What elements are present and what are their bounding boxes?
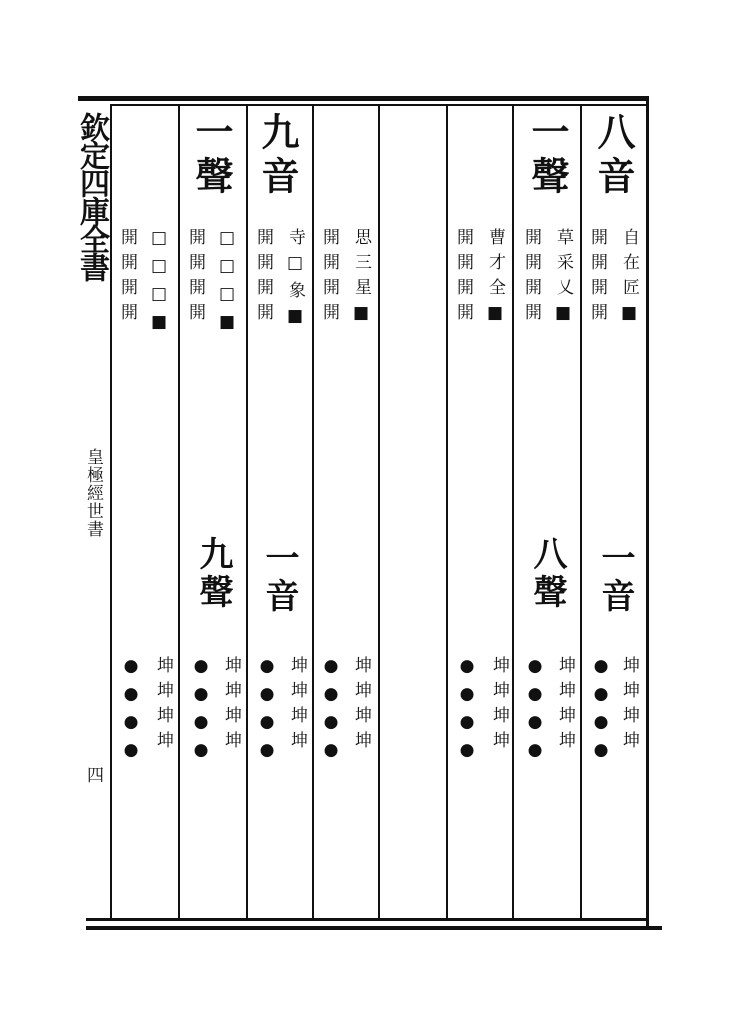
bottom-rule-outer [86, 926, 662, 930]
col1-dots: ●●●● [591, 656, 611, 768]
col2-upper-text: 草采乂■ [553, 228, 573, 331]
col1-upper-text: 自在匠■ [619, 228, 639, 331]
col5-dots: ●●●● [321, 656, 341, 768]
col1-upper-text2: 開開開開 [587, 228, 607, 328]
col8-upper-text: □□□■ [149, 228, 169, 340]
col7-upper-text: □□□■ [217, 228, 237, 340]
col7-lower-text: 坤坤坤坤 [221, 656, 241, 756]
col7-dots: ●●●● [191, 656, 211, 768]
divider [646, 96, 649, 926]
page-number: 四 [83, 766, 103, 784]
book-title: 欽定四庫全書 [74, 112, 109, 280]
col8-upper-text2: 開開開開 [117, 228, 137, 328]
col1-upper-heading: 八音 [591, 112, 636, 200]
divider [378, 104, 380, 920]
section-title: 皇極經世書 [83, 448, 103, 538]
divider [110, 104, 112, 920]
col2-upper-heading: 一聲 [525, 112, 570, 200]
divider [580, 104, 582, 920]
col6-upper-heading: 九音 [255, 112, 300, 200]
col3-lower-text: 坤坤坤坤 [489, 656, 509, 756]
col6-upper-text2: 開開開開 [253, 228, 273, 328]
col7-lower-heading: 九聲 [193, 536, 233, 612]
col5-upper-text: 思三星■ [351, 228, 371, 331]
col8-lower-text: 坤坤坤坤 [153, 656, 173, 756]
col6-lower-text: 坤坤坤坤 [287, 656, 307, 756]
col5-upper-text2: 開開開開 [319, 228, 339, 328]
divider [178, 104, 180, 920]
col7-upper-text2: 開開開開 [185, 228, 205, 328]
col5-lower-text: 坤坤坤坤 [351, 656, 371, 756]
divider [312, 104, 314, 920]
col6-dots: ●●●● [257, 656, 277, 768]
col3-dots: ●●●● [457, 656, 477, 768]
col2-dots: ●●●● [525, 656, 545, 768]
bottom-rule [86, 918, 646, 921]
divider [446, 104, 448, 920]
col2-upper-text2: 開開開開 [521, 228, 541, 328]
col2-lower-heading: 八聲 [527, 536, 567, 612]
col1-lower-text: 坤坤坤坤 [619, 656, 639, 756]
divider [512, 104, 514, 920]
col6-upper-text: 寺□象■ [285, 228, 305, 334]
top-rule [78, 96, 646, 101]
divider [246, 104, 248, 920]
col1-lower-heading: 一音 [595, 540, 635, 616]
col3-upper-text2: 開開開開 [453, 228, 473, 328]
col6-lower-heading: 一音 [259, 540, 299, 616]
col3-upper-text: 曹才全■ [485, 228, 505, 331]
col2-lower-text: 坤坤坤坤 [555, 656, 575, 756]
col8-dots: ●●●● [121, 656, 141, 768]
col7-upper-heading: 一聲 [189, 112, 234, 200]
